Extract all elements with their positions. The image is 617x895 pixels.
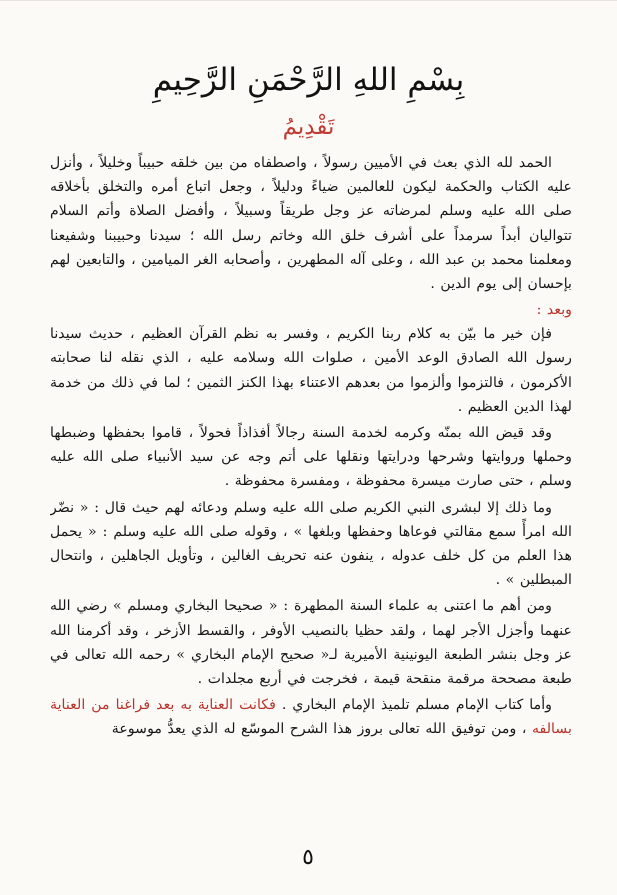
page-body (50, 151, 572, 827)
basmala-heading: بِسْمِ اللهِ الرَّحْمَنِ الرَّحِيمِ (152, 62, 465, 98)
page-number: ٥ (302, 845, 314, 870)
highlighted-red-phrase: فكانت العناية به بعد فراغنا من العناية بسالفه (50, 697, 572, 738)
introduction-title: تَقْدِيمُ (282, 114, 335, 140)
paragraph-imam-muslim-start: وأما كتاب الإمام مسلم تلميذ الإمام البخاري . (275, 697, 553, 714)
paragraph-sunnah-scholars: وقد قيض الله بمنّه وكرمه لخدمة السنة رجالاً أفذاذاً فحولاً ، قاموا بحفظها وضبطها وحملها وروايتها وشرحها ودرايتها ونقلها على أتم وجه عن سيد الأنبياء صلى الله عليه وسلم ، حتى صارت ميسرة محفوظة ، ومفسرة محفوظة . (50, 425, 572, 490)
paragraph-bukhari-muslim: ومن أهم ما اعتنى به علماء السنة المطهرة : « صحيحا البخاري ومسلم » رضي الله عنهما وأجزل الأجر لهما ، ولقد حظيا بالنصيب الأوفر ، والقسط الأزخر ، وقد أكرمنا الله عز وجل بنشر الطبعة اليونينية الأميرية لـ« صحيح الإمام البخاري » رحمه الله تعالى في طبعة مصححة مرقمة منقحة قيمة ، فخرجت في أربع مجلدات . (50, 598, 572, 688)
paragraph-imam-muslim-end: ، ومن توفيق الله تعالى بروز هذا الشرح الموسّع له الذي يعدُّ موسوعة (111, 721, 532, 738)
top-border (0, 0, 617, 1)
paragraph-hadith-importance: فإن خير ما بيّن به كلام ربنا الكريم ، وفسر به نظم القرآن العظيم ، حديث سيدنا رسول الله الصادق الوعد الأمين ، صلوات الله وسلامه عليه ، الذي نقله لنا صحابته الأكرمون ، فالتزموا وألزموا من بعدهم الاعتناء بهذا الكنز الثمين ؛ لما في ذلك من خدمة لهذا الدين العظيم . (50, 326, 572, 415)
section-heading-wabaad: وبعد : (536, 302, 572, 319)
paragraph-prophetic-glad-tidings: وما ذلك إلا لبشرى النبي الكريم صلى الله عليه وسلم ودعائه لهم حيث قال : « نضّر الله امرأً سمع مقالتي فوعاها وحفظها وبلغها » ، وقوله صلى الله عليه وسلم : « يحمل هذا العلم من كل خلف عدوله ، ينفون عنه تحريف الغالين ، وتأويل الجاهلين ، وانتحال المبطلين » . (50, 499, 572, 589)
paragraph-imam-muslim (50, 693, 572, 741)
paragraph-praise: الحمد لله الذي بعث في الأميين رسولاً ، واصطفاه من بين خلقه حبيباً وخليلاً ، وأنزل عليه الكتاب والحكمة ليكون للعالمين ضياءً ودليلاً ، وجعل اتباع أمره والتخلق بأخلاقه صلى الله عليه وسلم لمرضاته عز وجل طريقاً وسبيلاً ، وأفضل الصلاة وأتم السلام تتواليان أبداً سرمداً على أشرف خلق الله وخاتم رسل الله ؛ سيدنا وحبيبنا وشفيعنا ومعلمنا محمد بن عبد الله ، وعلى آله المطهرين ، وأصحابه الغر الميامين ، والتابعين لهم بإحسان إلى يوم الدين . (50, 155, 572, 293)
